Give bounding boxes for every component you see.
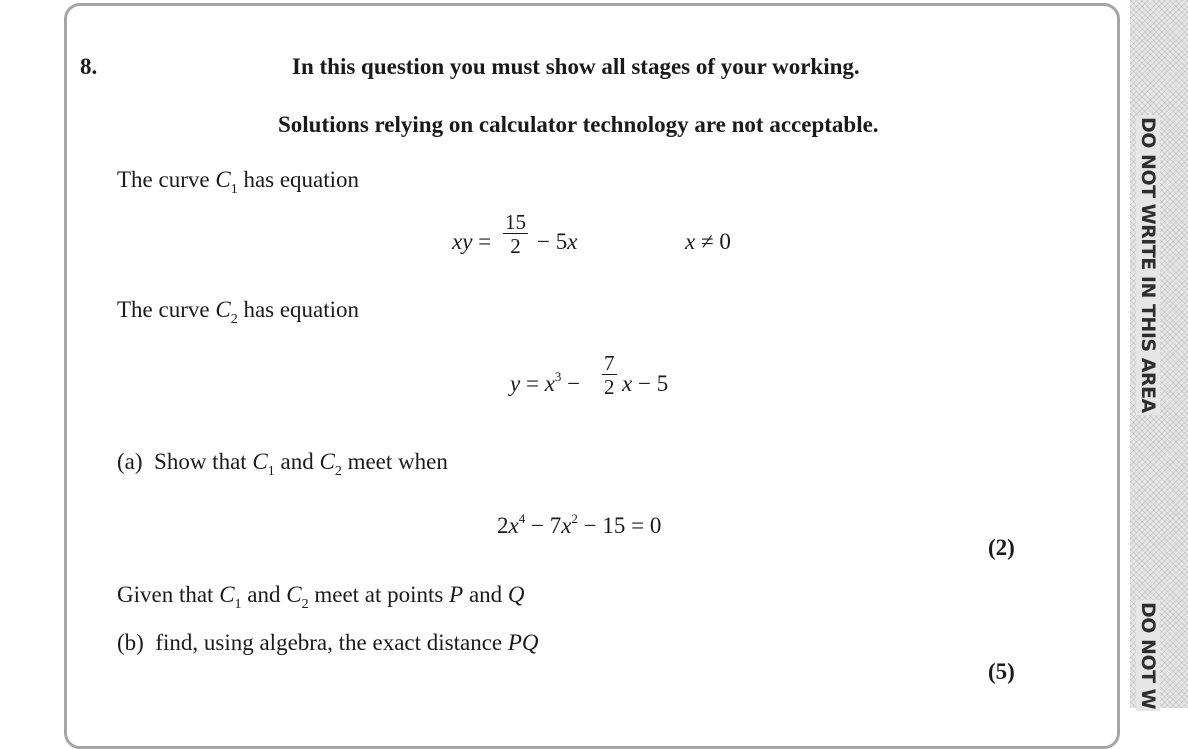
part-a-marks: (2)	[988, 535, 1015, 560]
curve2-intro: The curve $C_2$ has equation	[117, 297, 360, 327]
curve1-equation-lhs: xy =	[452, 229, 492, 254]
curve2-equation-lhs: $y = x^3$ −	[510, 369, 581, 396]
instruction-no-calculator: Solutions relying on calculator technology are not acceptable.	[278, 112, 879, 137]
curve1-fraction: $\frac{15}{2}$	[505, 210, 526, 258]
curve1-intro: The curve $C_1$ has equation	[117, 167, 360, 197]
curve2-fraction: $\frac{7}{2}$	[604, 351, 615, 399]
part-a-prompt: (a) Show that $C_1$ and $C_2$ meet when	[117, 449, 448, 479]
curve2-equation-rhs: x − 5	[622, 371, 669, 396]
part-b-marks: (5)	[988, 659, 1015, 684]
part-b-prompt: (b) find, using algebra, the exact distance PQ	[117, 630, 539, 655]
curve1-equation-rhs: − 5x	[537, 229, 578, 254]
curve1-condition: x ≠ 0	[685, 229, 731, 254]
margin-warning-text-cut: DO NOT W	[1137, 602, 1159, 710]
instruction-show-working: In this question you must show all stages of your working.	[292, 54, 860, 79]
margin-warning-text: DO NOT WRITE IN THIS AREA	[1137, 117, 1159, 413]
given-statement: Given that $C_1$ and $C_2$ meet at points P and Q	[117, 582, 525, 612]
question-number: 8.	[80, 54, 98, 79]
part-a-equation: $2x^4 - 7x^2 - 15 = 0$	[497, 511, 662, 538]
